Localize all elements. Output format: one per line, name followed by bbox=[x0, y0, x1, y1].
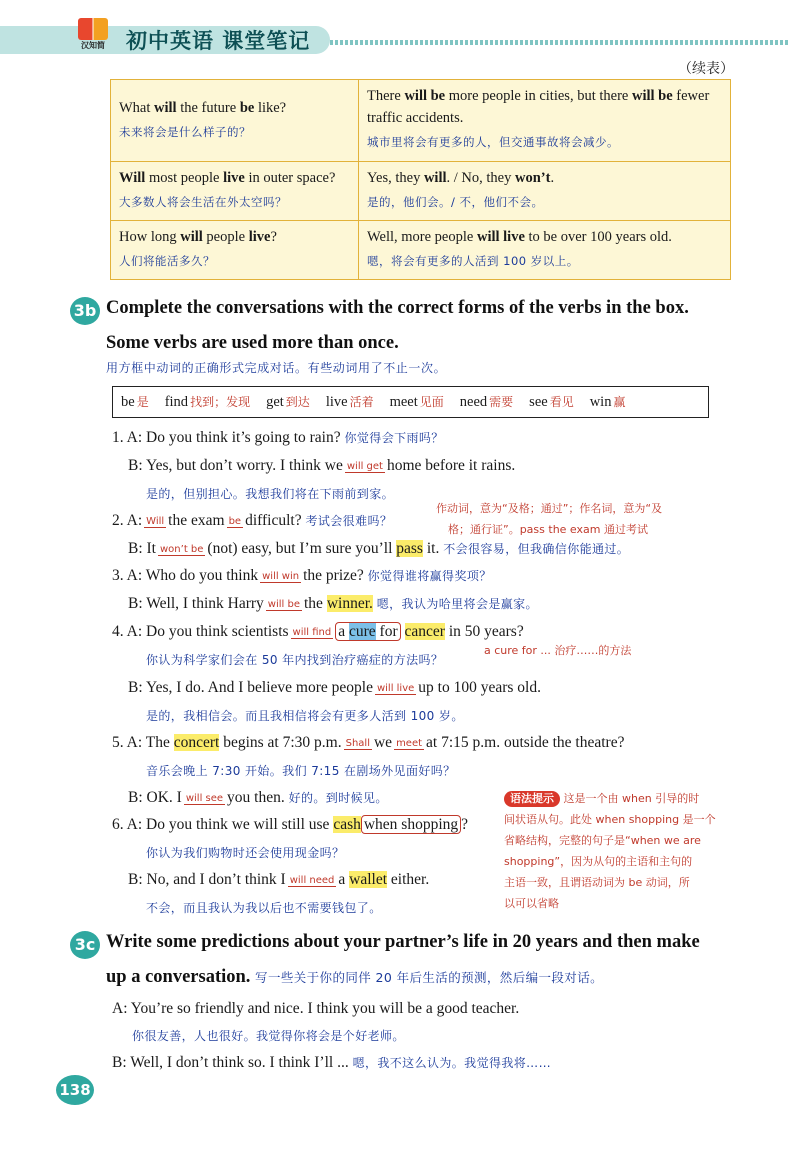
table-row bbox=[111, 220, 731, 279]
dialogue-5-a-translation: 音乐会晚上 7:30 开始。我们 7:15 在剧场外见面好吗？ bbox=[146, 764, 456, 778]
question-translation: 大多数人将会生活在外太空吗？ bbox=[119, 194, 287, 209]
dialogue-6-a-translation: 你认为我们购物时还会使用现金吗？ bbox=[146, 846, 345, 860]
dialogue-5-a: 5. A: The concert begins at 7:30 p.m. Shall we meet at 7:15 p.m. outside the theatre? bbox=[112, 734, 625, 751]
dialogue-1-b-translation: 是的，但别担心。我想我们将在下雨前到家。 bbox=[146, 487, 395, 501]
dialogue-4-a-translation: 你认为科学家们会在 50 年内找到治疗癌症的方法吗？ bbox=[146, 653, 444, 667]
word-item: be 是 bbox=[121, 394, 149, 410]
boxed-phrase: when shopping bbox=[361, 815, 461, 834]
example-b-line: B: Well, I don’t think so. I think I’ll ... 嗯，我不这么认为。我觉得我将…… bbox=[112, 1054, 551, 1071]
word-item: get 到达 bbox=[266, 394, 310, 410]
pass-note: 作动词，意为“及格；通过”；作名词，意为“及 格；通行证”。pass the exam 通过考试 bbox=[436, 502, 663, 536]
word-item: meet 见面 bbox=[389, 394, 444, 410]
logo-text: 汉知简 bbox=[81, 41, 105, 50]
table-cell-question bbox=[111, 220, 359, 279]
dialogue-2-b: B: It won’t be (not) easy, but I’m sure you’ll pass it. 不会很容易，但我确信你能通过。 bbox=[128, 540, 630, 557]
dialogue-4-a: 4. A: Do you think scientists will find a cure for cancer in 50 years? bbox=[112, 623, 524, 640]
table-row bbox=[111, 80, 731, 162]
dialogue-6-a: 6. A: Do you think we will still use cash when shopping ? bbox=[112, 816, 469, 833]
header-rule bbox=[330, 40, 790, 45]
dialogue-1-a: 1. A: Do you think it’s going to rain? 你觉得会下雨吗？ bbox=[112, 429, 444, 446]
highlight-pass: pass bbox=[396, 540, 423, 557]
book-title: 初中英语 课堂笔记 bbox=[126, 29, 311, 53]
word-item: live 活着 bbox=[325, 394, 374, 410]
example-a-translation: 你很友善，人也很好。我觉得你将会是个好老师。 bbox=[132, 1029, 405, 1043]
answer-text: There will be more people in cities, but there will be fewer traffic accidents. bbox=[367, 88, 710, 126]
question-text: What will the future be like? bbox=[119, 100, 287, 116]
grammar-table bbox=[110, 79, 731, 280]
answer-translation: 是的，他们会。/ 不，他们不会。 bbox=[367, 194, 544, 209]
question-translation: 人们将能活多久？ bbox=[119, 253, 215, 268]
page-number: 138 bbox=[56, 1075, 94, 1105]
question-translation: 未来将会是什么样子的？ bbox=[119, 124, 251, 139]
question-text: How long will people live? bbox=[119, 228, 277, 245]
dialogue-1-b: B: Yes, but don’t worry. I think we will get home before it rains. bbox=[128, 457, 516, 474]
dialogue-4-b-translation: 是的，我相信会。而且我相信将会有更多人活到 100 岁。 bbox=[146, 709, 464, 723]
section-badge-3c: 3c bbox=[70, 931, 100, 959]
answer-blank: will get bbox=[346, 461, 383, 472]
table-cell-answer bbox=[359, 220, 731, 279]
word-item: see 看见 bbox=[529, 394, 574, 410]
word-item: win 赢 bbox=[589, 394, 626, 410]
answer-translation: 城市里将会有更多的人，但交通事故将会减少。 bbox=[367, 134, 619, 149]
section-badge-3b: 3b bbox=[70, 297, 100, 325]
dialogue-6-b: B: No, and I don’t think I will need a wallet either. bbox=[128, 871, 430, 888]
dialogue-4-b: B: Yes, I do. And I believe more people will live up to 100 years old. bbox=[128, 679, 541, 696]
dialogue-6-b-translation: 不会，而且我认为我以后也不需要钱包了。 bbox=[146, 901, 382, 915]
book-logo bbox=[72, 18, 114, 54]
section-3b-title-line2: Some verbs are used more than once. bbox=[106, 333, 399, 353]
word-item: find 找到；发现 bbox=[164, 394, 251, 410]
dialogue-5-b: B: OK. I will see you then. 好的。到时候见。 bbox=[128, 789, 388, 806]
book-icon bbox=[78, 18, 108, 40]
grammar-tip: 语法提示 这是一个由 when 引导的时 间状语从句。此处 when shopping 是一个 省略结构，完整的句子是“when we are shopping”，因为从句的主语和主句的 主语一致，且谓语动词为 be 动词，所 以可以省略 bbox=[504, 792, 716, 910]
question-text: Will most people live in outer space? bbox=[119, 169, 336, 186]
boxed-phrase: a cure for bbox=[335, 622, 400, 641]
section-3c-title-line1: Write some predictions about your partner’s life in 20 years and then make bbox=[106, 932, 700, 952]
highlight-winner: winner. bbox=[326, 595, 373, 612]
table-cell-question bbox=[111, 80, 359, 162]
section-3b-translation: 用方框中动词的正确形式完成对话。有些动词用了不止一次。 bbox=[106, 361, 447, 375]
dialogue-3-b: B: Well, I think Harry will be the winner. 嗯，我认为哈里将会是赢家。 bbox=[128, 595, 538, 612]
answer-translation: 嗯，将会有更多的人活到 100 岁以上。 bbox=[367, 253, 579, 268]
dialogue-3-a: 3. A: Who do you think will win the prize? 你觉得谁将赢得奖项？ bbox=[112, 567, 492, 584]
continued-label: （续表） bbox=[678, 61, 734, 77]
verb-word-box bbox=[112, 386, 709, 418]
section-3c-title-line2: up a conversation. 写一些关于你的同伴 20 年后生活的预测，然后编一段对话。 bbox=[106, 967, 604, 987]
table-row bbox=[111, 161, 731, 220]
grammar-tip-tag: 语法提示 bbox=[504, 791, 560, 807]
table-cell-question bbox=[111, 161, 359, 220]
table-cell-answer bbox=[359, 80, 731, 162]
word-item: need 需要 bbox=[459, 394, 514, 410]
section-3b-title-line1: Complete the conversations with the correct forms of the verbs in the box. bbox=[106, 298, 689, 318]
cure-note: a cure for ... 治疗……的方法 bbox=[484, 644, 632, 657]
example-a-line: A: You’re so friendly and nice. I think you will be a good teacher. bbox=[112, 1000, 520, 1017]
answer-text: Yes, they will. / No, they won’t. bbox=[367, 169, 555, 186]
answer-text: Well, more people will live to be over 100 years old. bbox=[367, 228, 672, 245]
table-cell-answer bbox=[359, 161, 731, 220]
dialogue-2-a: 2. A: Will the exam be difficult? 考试会很难吗？ bbox=[112, 512, 393, 529]
page-header bbox=[0, 0, 800, 58]
